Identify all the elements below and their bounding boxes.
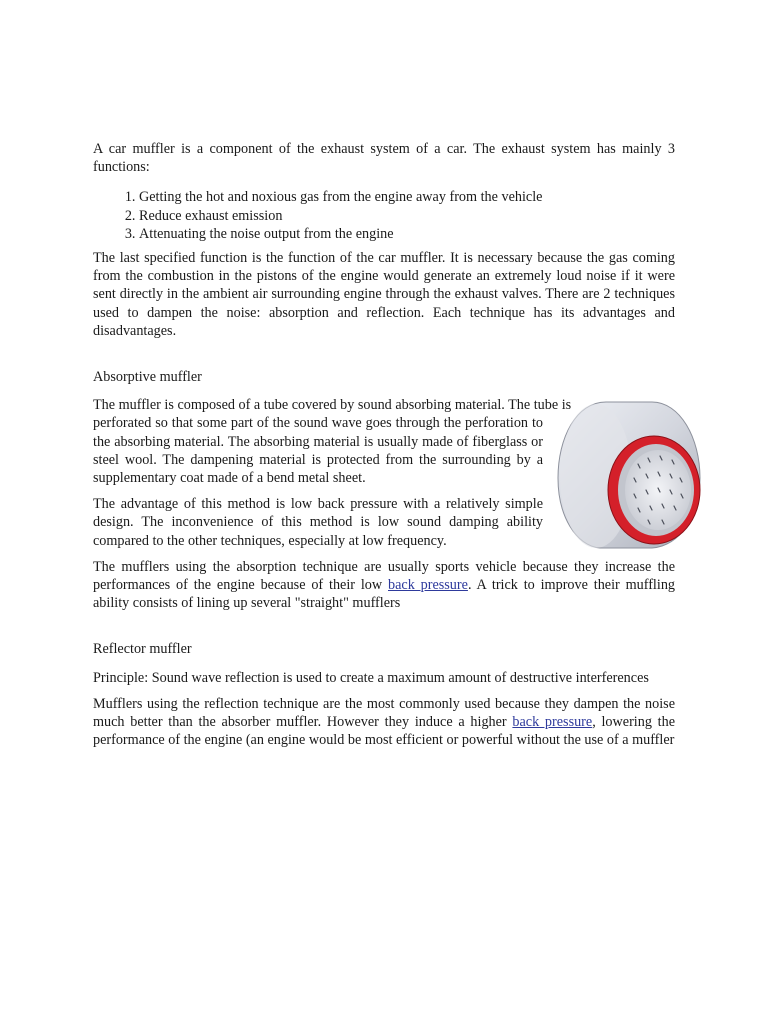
absorptive-p3-text: The mufflers using the absorption technique are usually sports vehicle because they increase the performances of the engine because of their low	[93, 558, 675, 594]
list-item: 2. Reduce exhaust emission	[139, 207, 675, 225]
reflector-p2-text: Mufflers using the reflection technique are the most commonly used because they dampen the noise much better than the absorber muffler. However they induce a higher	[93, 695, 675, 731]
reflector-p2-text-end: , lowering the performance of the engine (an engine would be most efficient or powerful without the use of a muffler	[93, 714, 675, 749]
absorptive-heading: Absorptive muffler	[93, 369, 202, 386]
back-pressure-link-2[interactable]: back pressure	[512, 714, 593, 731]
list-item: 3. Attenuating the noise output from the engine	[139, 225, 675, 243]
absorptive-paragraph-2: The advantage of this method is low back pressure with a relatively simple design. The inconvenience of this method is low sound damping ability compared to the other techniques, especially at low frequency.	[93, 496, 543, 549]
absorptive-p1-rest: perforated so that some part of the sound wave goes through the perforation to the absorbing material. The absorbing material is usually made of fiberglass or steel wool. The dampening material is protected from the surrounding by a supplementary coat made of a bend metal sheet.	[93, 415, 543, 487]
intro-paragraph: A car muffler is a component of the exhaust system of a car. The exhaust system has mainly 3 functions:	[93, 141, 675, 176]
back-pressure-link[interactable]: back pressure	[388, 577, 468, 594]
muffler-cutaway-icon	[556, 398, 704, 556]
functions-list	[93, 188, 675, 243]
muffler-figure	[556, 398, 704, 556]
last-function-paragraph: The last specified function is the function of the car muffler. It is necessary because the gas coming from the combustion in the pistons of the engine would generate an extremely loud noise if it were sent directly in the ambient air surrounding engine through the exhaust valves. There are 2 techniques used to dampen the noise: absorption and reflection. Each technique has its advantages and disadvantages.	[93, 250, 675, 339]
absorptive-p3-text-end: . A trick to improve their muffling ability consists of lining up several "straight" mufflers	[93, 577, 676, 612]
absorptive-p1-line1: The muffler is composed of a tube covered by sound absorbing material. The tube is	[93, 397, 572, 414]
reflector-paragraph-1: Principle: Sound wave reflection is used to create a maximum amount of destructive interferences	[93, 669, 649, 686]
absorptive-paragraph-3	[93, 558, 675, 613]
list-item: 1. Getting the hot and noxious gas from the engine away from the vehicle	[139, 188, 675, 206]
reflector-paragraph-2	[93, 695, 675, 750]
reflector-heading: Reflector muffler	[93, 641, 192, 658]
